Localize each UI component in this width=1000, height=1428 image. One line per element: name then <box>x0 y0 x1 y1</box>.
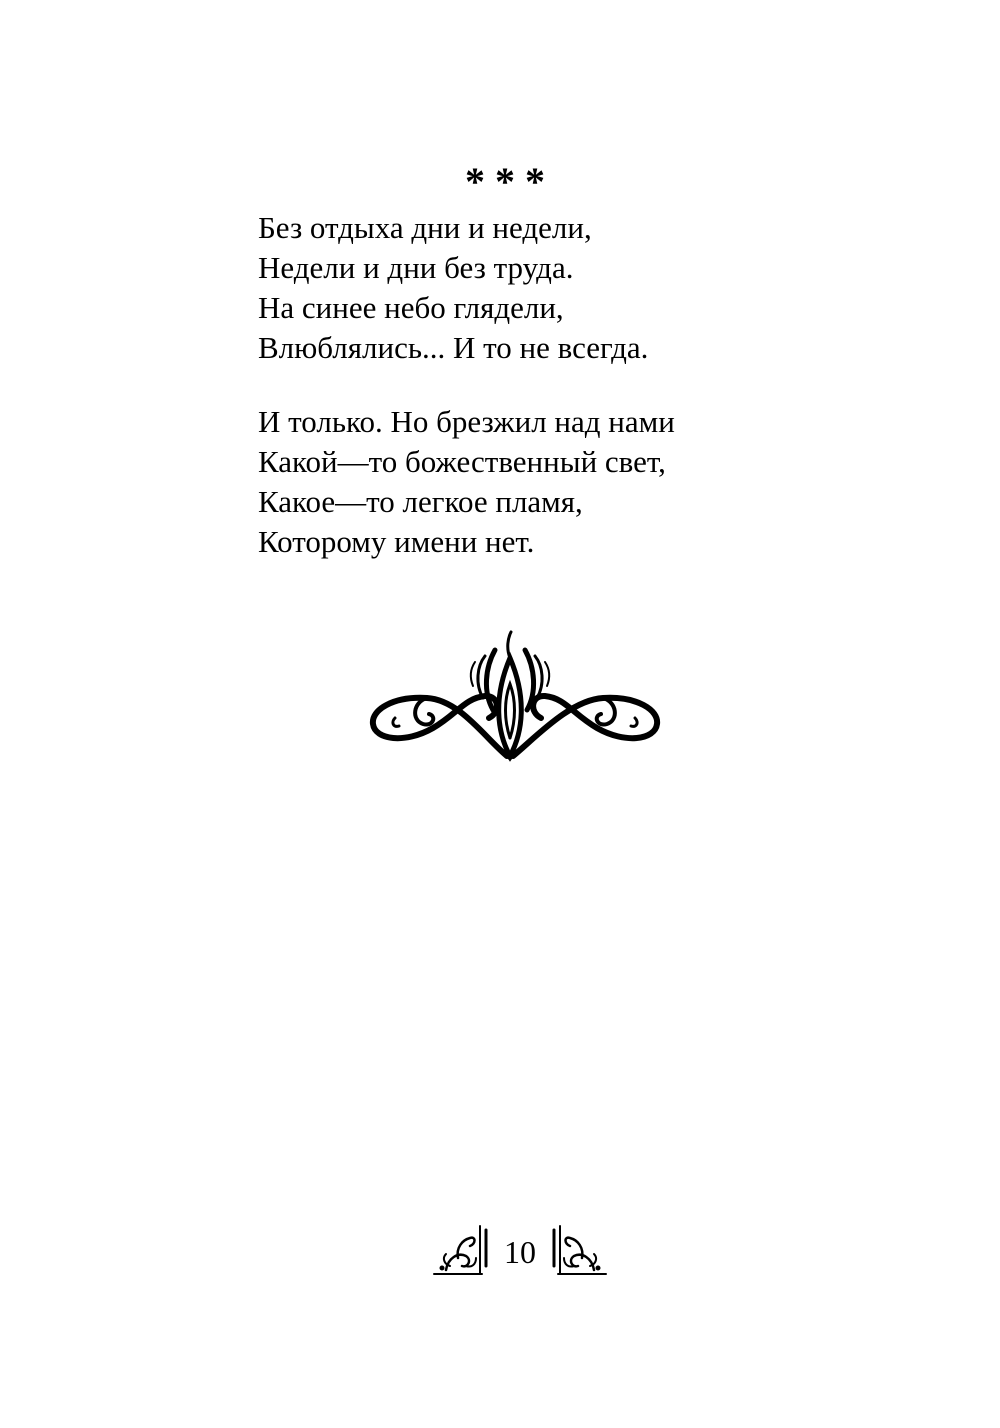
poem-line: Которому имени нет. <box>258 524 535 559</box>
section-separator: * * * <box>465 159 545 204</box>
poem-line: И только. Но брезжил над нами <box>258 404 675 439</box>
poem-line: Какой—то божественный свет, <box>258 444 666 479</box>
corner-flourish-icon <box>540 1222 610 1282</box>
poem-line: Влюблялись... И то не всегда. <box>258 330 649 365</box>
poem-line: Недели и дни без труда. <box>258 250 574 285</box>
poem-line: На синее небо глядели, <box>258 290 564 325</box>
poem-line: Какое—то легкое пламя, <box>258 484 583 519</box>
page-number: 10 <box>504 1234 536 1270</box>
page-footer <box>430 1222 610 1282</box>
corner-flourish-icon <box>430 1222 500 1282</box>
flourish-ornament-icon <box>365 628 665 763</box>
stanza-1 <box>258 208 648 368</box>
stanza-2 <box>258 402 675 562</box>
poem-line: Без отдыха дни и недели, <box>258 210 592 245</box>
